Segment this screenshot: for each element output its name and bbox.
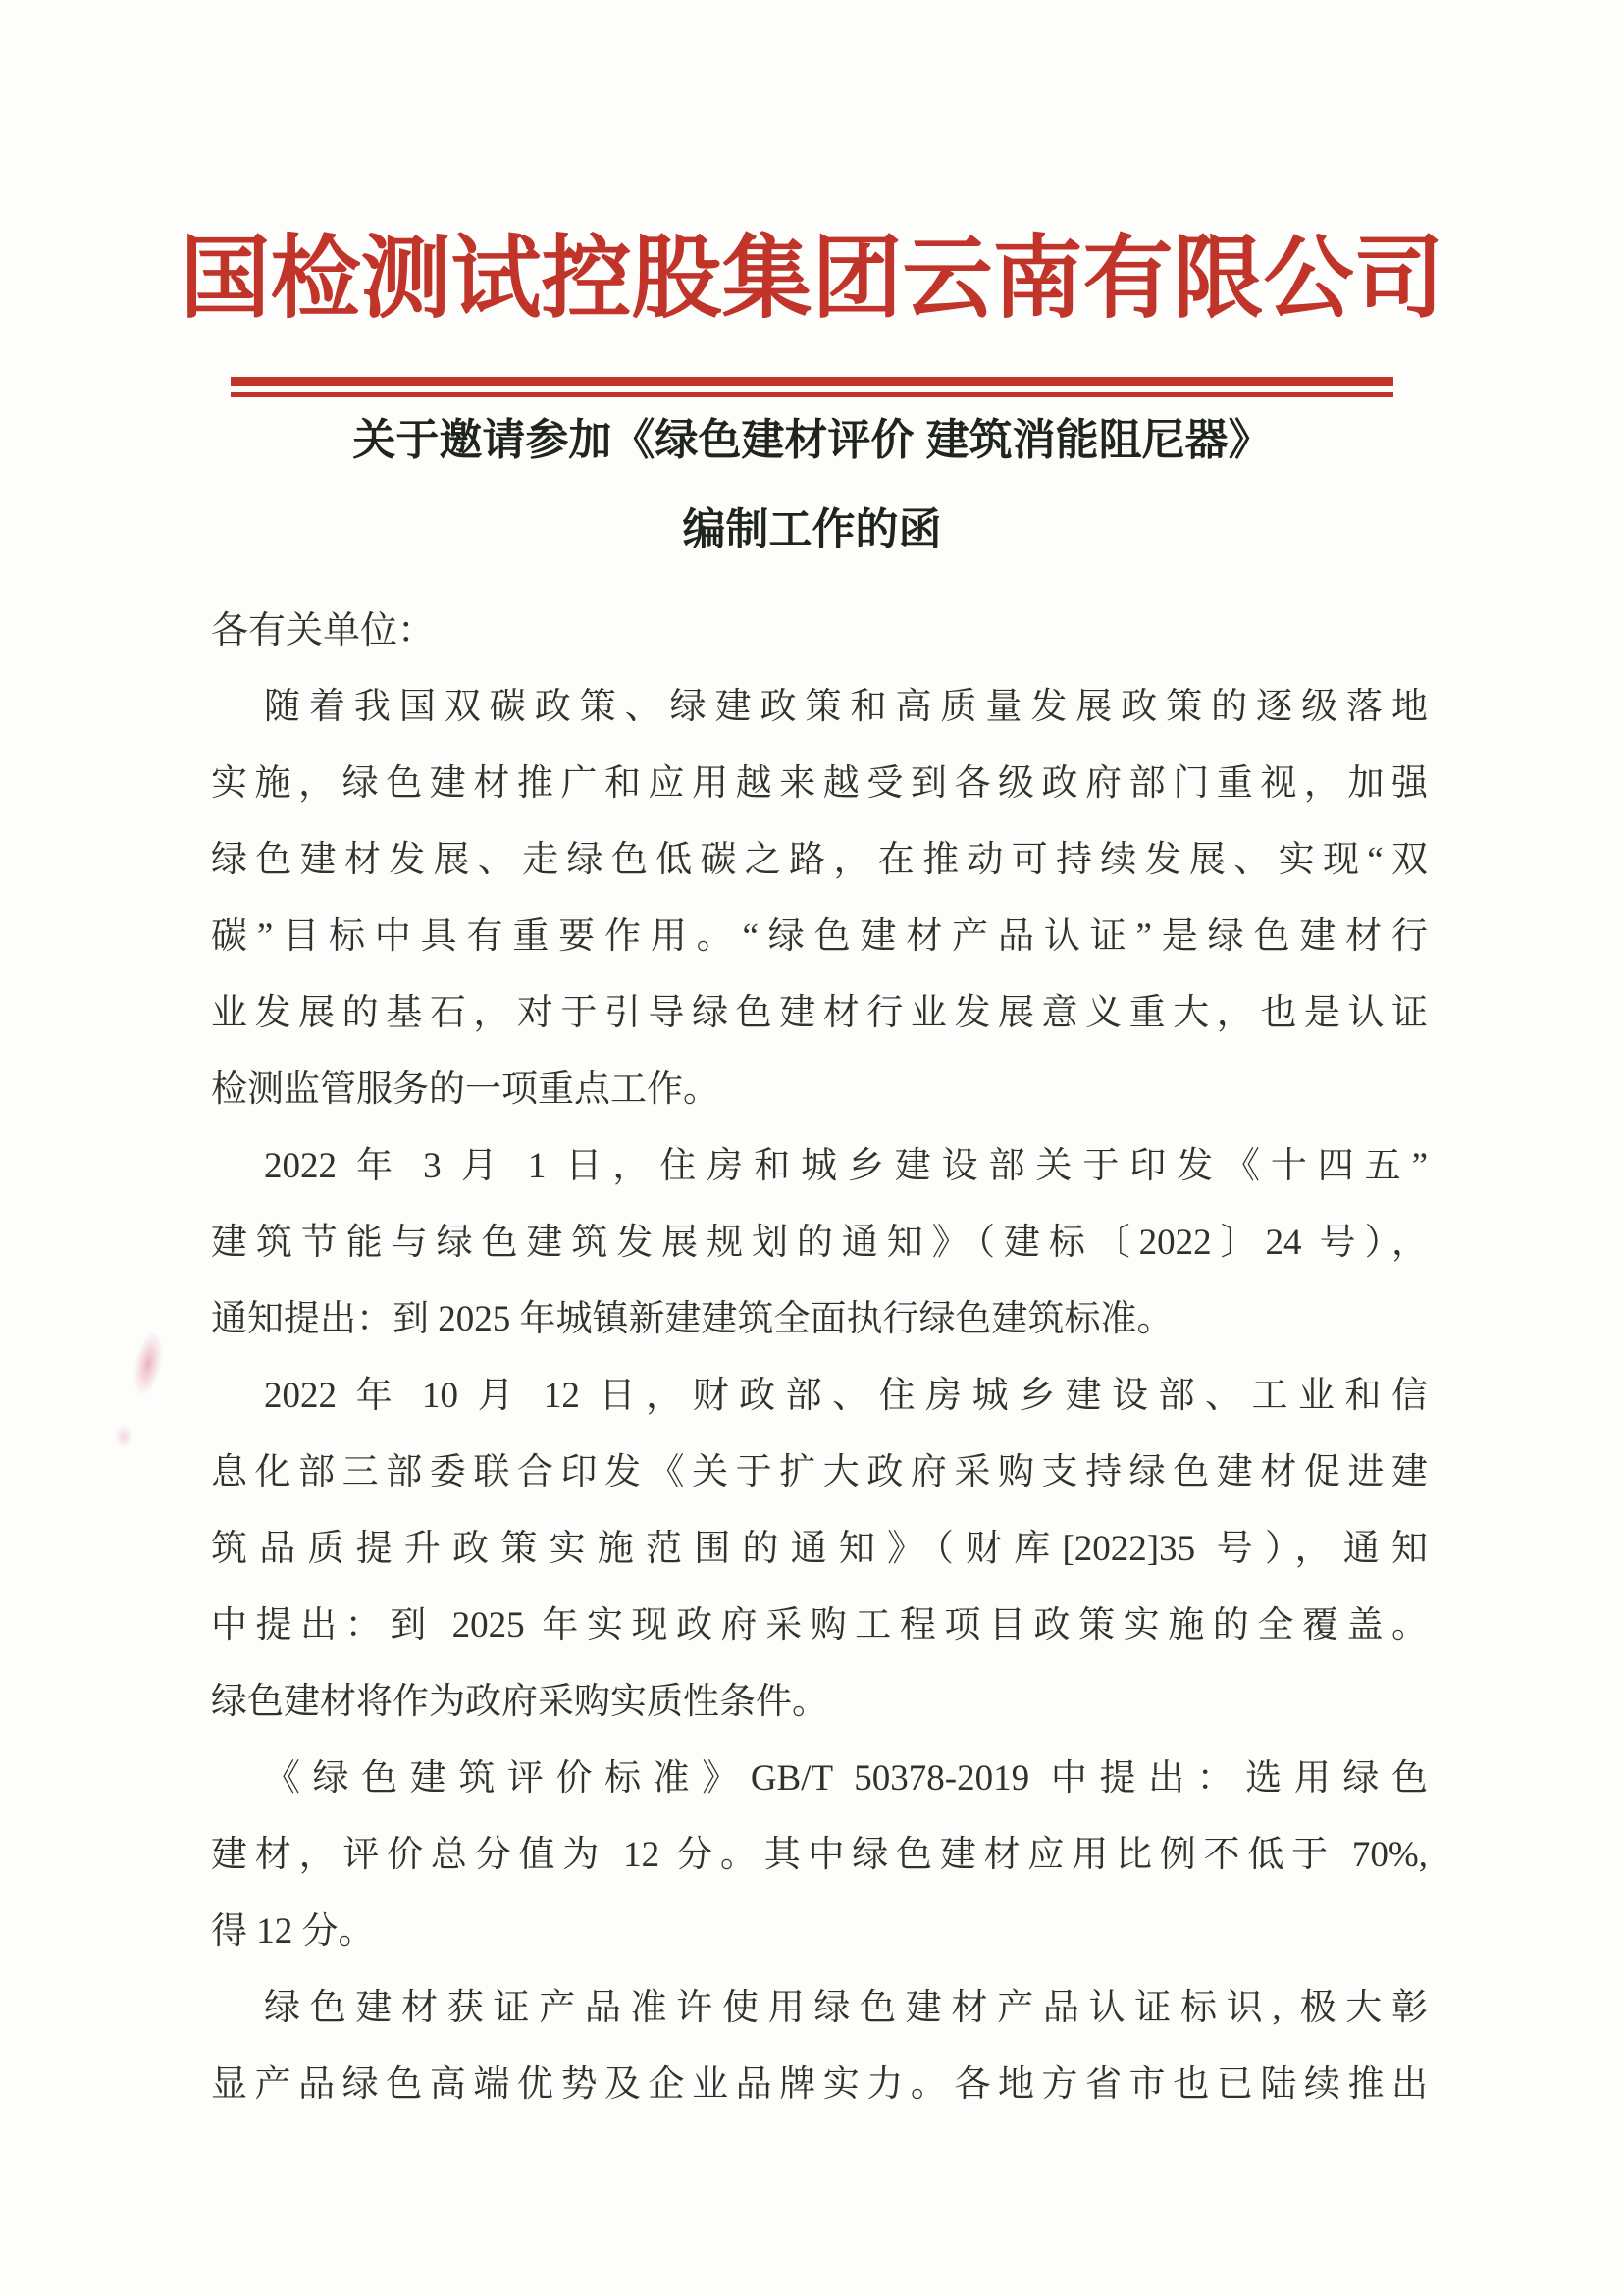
body-line: 建材，评价总分值为 12 分。其中绿色建材应用比例不低于 70%, <box>211 1834 1428 1875</box>
body-line: 绿色建材发展、走绿色低碳之路，在推动可持续发展、实现“双 <box>211 839 1428 880</box>
body-line: 检测监管服务的一项重点工作。 <box>211 1069 719 1110</box>
divider-thin-line <box>231 392 1393 397</box>
body-line: 业发展的基石，对于引导绿色建材行业发展意义重大，也是认证 <box>211 992 1428 1033</box>
ink-smudge <box>114 1425 133 1448</box>
body-line: 实施，绿色建材推广和应用越来越受到各级政府部门重视，加强 <box>211 762 1428 804</box>
divider-thick-line <box>231 377 1393 386</box>
body-line: 随着我国双碳政策、绿建政策和高质量发展政策的逐级落地 <box>264 686 1428 727</box>
body-line: 2022 年 10 月 12 日，财政部、住房城乡建设部、工业和信 <box>264 1375 1428 1416</box>
body-line: 建筑节能与绿色建筑发展规划的通知》（建标〔2022〕24 号）， <box>211 1222 1428 1263</box>
body-lines <box>211 669 1428 2123</box>
letterhead-divider <box>231 377 1393 397</box>
letterhead <box>0 0 1624 397</box>
body-line: 得 12 分。 <box>211 1910 375 1952</box>
letter-title <box>0 415 1624 553</box>
body-line: 筑品质提升政策实施范围的通知》（财库[2022]35 号），通知 <box>211 1528 1428 1569</box>
body-line: 《绿色建筑评价标准》GB/T 50378-2019 中提出：选用绿色 <box>264 1757 1428 1799</box>
body-line: 绿色建材将作为政府采购实质性条件。 <box>211 1681 828 1722</box>
body-line: 绿色建材获证产品准许使用绿色建材产品认证标识, 极大彰 <box>264 1987 1428 2028</box>
body-line: 通知提出：到 2025 年城镇新建建筑全面执行绿色建筑标准。 <box>211 1298 1174 1339</box>
salutation: 各有关单位： <box>211 609 436 652</box>
body-line: 显产品绿色高端优势及企业品牌实力。各地方省市也已陆续推出 <box>211 2063 1428 2105</box>
letter-body <box>211 593 1428 2123</box>
letter-title-line2: 编制工作的函 <box>682 504 942 553</box>
body-line: 息化部三部委联合印发《关于扩大政府采购支持绿色建材促进建 <box>211 1451 1428 1492</box>
ink-smudge <box>130 1331 168 1397</box>
body-line: 碳”目标中具有重要作用。“绿色建材产品认证”是绿色建材行 <box>211 915 1428 957</box>
letter-title-line1: 关于邀请参加《绿色建材评价 建筑消能阻尼器》 <box>352 415 1272 464</box>
body-line: 2022 年 3 月 1 日，住房和城乡建设部关于印发《十四五” <box>264 1145 1428 1186</box>
body-line: 中提出：到 2025 年实现政府采购工程项目政策实施的全覆盖。 <box>211 1604 1428 1645</box>
company-name: 国检测试控股集团云南有限公司 <box>180 229 1444 329</box>
